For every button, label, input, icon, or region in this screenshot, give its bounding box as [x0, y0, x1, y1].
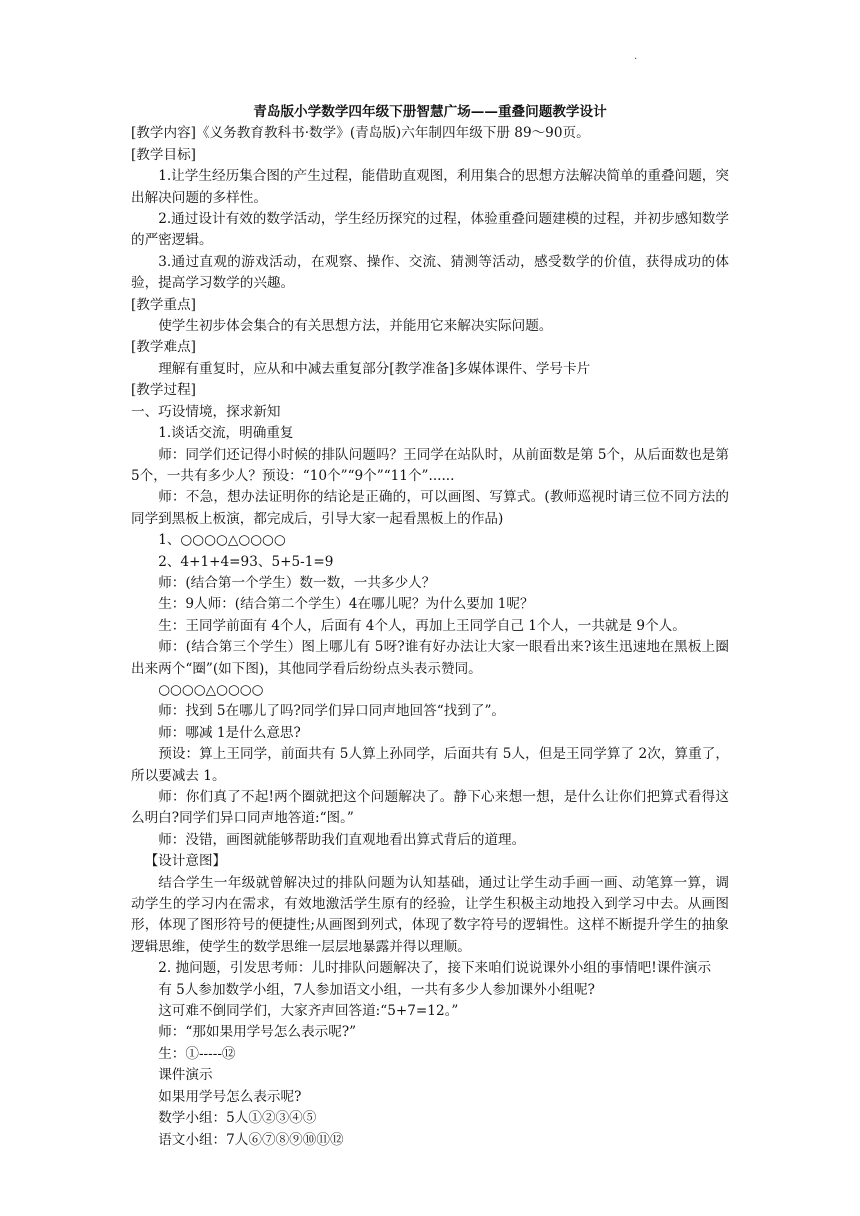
paragraph: 2.通过设计有效的数学活动，学生经历探究的过程，体验重叠问题建模的过程，并初步感知数学的严密逻辑。: [131, 211, 729, 249]
paragraph: 师：(结合第一个学生）数一数，一共多少人？: [158, 574, 436, 591]
paragraph: 师：你们真了不起!两个圈就把这个问题解决了。静下心来想一想，是什么让你们把算式看得这么明白?同学们异口同声地答道:“图。”: [131, 789, 729, 827]
paragraph: 如果用学号怎么表示呢?: [158, 1088, 302, 1105]
paragraph: ○○○○△○○○○: [158, 681, 264, 698]
paragraph: 生：①-----⑫: [158, 1045, 236, 1062]
paragraph: 理解有重复时，应从和中减去重复部分[教学准备]多媒体课件、学号卡片: [158, 360, 591, 377]
paragraph: [教学目标]: [131, 146, 196, 163]
document-body: [131, 102, 734, 1151]
paragraph: 数学小组：5人①②③④⑤: [158, 1110, 317, 1127]
paragraph: 这可难不倒同学们，大家齐声回答道:“5+7=12。”: [158, 1003, 459, 1020]
paragraph: 1、○○○○△○○○○: [158, 532, 286, 549]
paragraph: 3.通过直观的游戏活动，在观察、操作、交流、猜测等活动，感受数学的价值，获得成功的体验，提高学习数学的兴趣。: [131, 253, 729, 292]
paragraph: 师：不急，想办法证明你的结论是正确的，可以画图、写算式。(教师巡视时请三位不同方法的同学到黑板上板演，都完成后，引导大家一起看黑板上的作品): [131, 489, 729, 527]
paragraph: [教学重点]: [131, 296, 196, 313]
paragraph: 有 5人参加数学小组，7人参加语文小组，一共有多少人参加课外小组呢?: [158, 981, 595, 998]
paragraph: 1.谈话交流，明确重复: [158, 425, 294, 442]
paragraph: 师：同学们还记得小时候的排队问题吗？王同学在站队时，从前面数是第 5个，从后面数也是第 5个，一共有多少人？预设：“10个”“9个”“11个”......: [131, 446, 734, 484]
paragraph: 预设：算上王同学，前面共有 5人算上孙同学，后面共有 5人，但是王同学算了 2次，算重了，所以要减去 1。: [131, 746, 729, 784]
paragraph: 生：9人师：(结合第二个学生）4在哪儿呢？为什么要加 1呢？: [158, 596, 534, 613]
paragraph: 师：(结合第三个学生）图上哪儿有 5呀?谁有好办法让大家一眼看出来?该生迅速地在黑板上圈出来两个“圈”(如下图)，其他同学看后纷纷点头表示赞同。: [131, 639, 729, 677]
paragraph: 1.让学生经历集合图的产生过程，能借助直观图，利用集合的思想方法解决简单的重叠问题，突出解决问题的多样性。: [131, 168, 729, 206]
paragraph: 师：“那如果用学号怎么表示呢?”: [158, 1024, 357, 1041]
paragraph-list: [131, 123, 734, 1151]
paragraph: 师：找到 5在哪儿了吗?同学们异口同声地回答“找到了”。: [158, 703, 505, 720]
paragraph: 课件演示: [158, 1067, 213, 1084]
paragraph: [教学过程]: [131, 382, 196, 399]
paragraph: 一、巧设情境，探求新知: [131, 403, 281, 420]
paragraph: 使学生初步体会集合的有关思想方法，并能用它来解决实际问题。: [158, 318, 553, 335]
paragraph: 生：王同学前面有 4个人，后面有 4个人，再加上王同学自己 1个人，一共就是 9个人。: [158, 617, 686, 634]
document-title: 青岛版小学数学四年级下册智慧广场——重叠问题教学设计: [253, 104, 607, 120]
header-mark: ·: [634, 54, 638, 65]
paragraph: [教学难点]: [131, 339, 196, 356]
paragraph: 2. 抛问题，引发思考师：儿时排队问题解决了，接下来咱们说说课外小组的事情吧!课件演示: [158, 960, 712, 977]
paragraph: [教学内容]《义务教育教科书·数学》(青岛版)六年制四年级下册 89～90页。: [131, 125, 590, 142]
paragraph: 【设计意图】: [144, 853, 227, 870]
paragraph: 师：哪减 1是什么意思?: [158, 724, 301, 741]
paragraph: 语文小组：7人⑥⑦⑧⑨⑩⑪⑫: [158, 1131, 344, 1148]
paragraph: 2、4+1+4=93、5+5-1=9: [158, 553, 334, 570]
paragraph: 师：没错，画图就能够帮助我们直观地看出算式背后的道理。: [158, 831, 526, 848]
paragraph: 结合学生一年级就曾解决过的排队问题为认知基础，通过让学生动手画一画、动笔算一算，调动学生的学习内在需求，有效地激活学生原有的经验，让学生积极主动地投入到学习中去。从画图形，体现了图形符号的便捷性;从画图到列式，体现了数字符号的逻辑性。这样不断提升学生的抽象逻辑思维，使学生的数学思维一层层地暴露并得以理顺。: [131, 874, 729, 955]
